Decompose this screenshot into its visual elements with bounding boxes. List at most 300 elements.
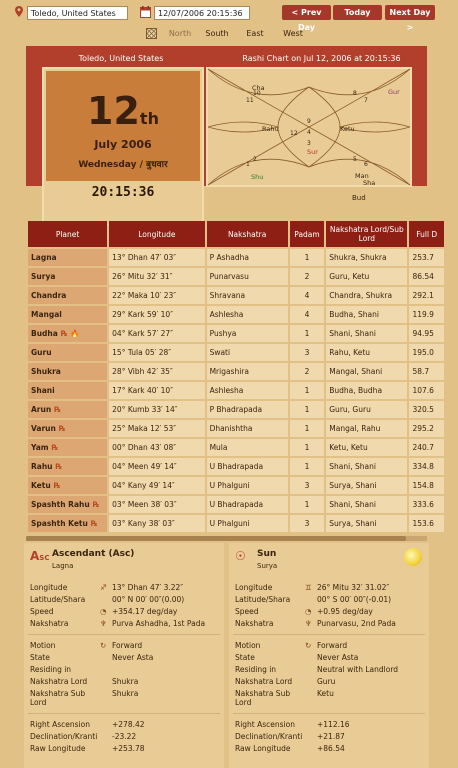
planet-cell <box>28 458 107 475</box>
planet-cell-text: Rahu <box>31 462 53 471</box>
padam-cell <box>290 268 325 285</box>
full-degree-cell <box>409 306 444 323</box>
full-degree-cell <box>409 287 444 304</box>
house-number: 2 <box>253 156 257 163</box>
value: Never Asta <box>317 653 359 662</box>
nakshatra-cell <box>207 363 288 380</box>
lord-cell <box>326 325 407 342</box>
nakshatra-cell-text: U Phalguni <box>209 481 250 490</box>
planet-cell <box>28 477 107 494</box>
padam-cell-text: 2 <box>304 367 310 376</box>
longitude-cell <box>109 344 204 361</box>
full-degree-cell <box>409 325 444 342</box>
nakshatra-cell <box>207 249 288 266</box>
planet-cell-text: Surya <box>31 272 56 281</box>
padam-cell <box>290 344 325 361</box>
full-degree-cell-text: 240.7 <box>412 443 434 452</box>
label: State <box>235 653 255 662</box>
table-row[interactable] <box>28 439 444 456</box>
lord-cell-text: Guru, Ketu <box>329 272 370 281</box>
divider <box>233 713 425 714</box>
label: Longitude <box>235 583 273 592</box>
col-header[interactable]: Longitude <box>109 221 204 247</box>
detail-row <box>235 677 425 688</box>
lord-cell-text: Mangal, Rahu <box>329 424 381 433</box>
detail-row <box>30 653 220 664</box>
card-subtitle: Lagna <box>52 562 74 570</box>
lord-cell <box>326 515 407 532</box>
lord-cell <box>326 249 407 266</box>
value: +253.78 <box>112 744 145 753</box>
nakshatra-cell <box>207 401 288 418</box>
ascendant-card <box>24 543 224 768</box>
prev-day-button[interactable]: < Prev Day <box>282 5 331 20</box>
col-header[interactable]: Nakshatra Lord/Sub Lord <box>326 221 407 247</box>
sun-image-icon <box>404 548 422 566</box>
padam-cell-text: 1 <box>304 462 310 471</box>
nakshatra-cell <box>207 439 288 456</box>
nakshatra-cell <box>207 344 288 361</box>
table-row[interactable] <box>28 420 444 437</box>
full-degree-cell-text: 58.7 <box>412 367 430 376</box>
planet-gur: Gur <box>388 88 400 96</box>
retrograde-icon: ℞ <box>58 424 66 433</box>
value: +354.17 deg/day <box>112 607 178 616</box>
longitude-cell-text: 03° Meen 38′ 03″ <box>112 500 177 509</box>
planet-cell-text: Spashth Ketu <box>31 519 88 528</box>
value: Forward <box>112 641 143 650</box>
longitude-cell-text: 00° Dhan 43′ 08″ <box>112 443 177 452</box>
motion-icon: ↻ <box>305 641 312 650</box>
label: Latitude/Shara <box>30 595 86 604</box>
card-title: Ascendant (Asc) <box>52 549 135 559</box>
planet-cell-text: Shukra <box>31 367 61 376</box>
longitude-cell <box>109 363 204 380</box>
padam-cell <box>290 477 325 494</box>
calendar-icon[interactable] <box>140 6 151 18</box>
detail-row <box>30 689 220 711</box>
detail-row <box>235 665 425 676</box>
sagittarius-icon: ♐ <box>100 583 107 592</box>
planet-cell <box>28 382 107 399</box>
label: Right Ascension <box>30 720 90 729</box>
detail-row <box>30 583 220 594</box>
motion-icon: ↻ <box>100 641 107 650</box>
value: +278.42 <box>112 720 145 729</box>
value: +21.87 <box>317 732 345 741</box>
nakshatra-cell <box>207 287 288 304</box>
lord-cell-text: Shani, Shani <box>329 329 376 338</box>
planet-bud: Bud <box>352 194 366 202</box>
nakshatra-cell-text: P Bhadrapada <box>209 405 263 414</box>
padam-cell-text: 2 <box>304 272 310 281</box>
weekday: Wednesday / बुधवार <box>78 160 168 170</box>
house-number: 5 <box>353 156 357 163</box>
lord-cell <box>326 401 407 418</box>
planet-cell <box>28 439 107 456</box>
divider <box>28 634 220 635</box>
divider <box>28 713 220 714</box>
nakshatra-cell-text: Mrigashira <box>209 367 249 376</box>
sun-symbol-icon: ☉ <box>235 549 246 563</box>
full-degree-cell <box>409 344 444 361</box>
col-header[interactable]: Nakshatra <box>207 221 288 247</box>
padam-cell <box>290 306 325 323</box>
full-degree-cell-text: 86.54 <box>412 272 434 281</box>
table-row[interactable] <box>28 325 444 342</box>
retrograde-icon: ℞ <box>53 481 61 490</box>
col-header[interactable]: Planet <box>28 221 107 247</box>
longitude-cell-text: 20° Kumb 33′ 14″ <box>112 405 178 414</box>
table-row[interactable] <box>28 477 444 494</box>
house-number: 1 <box>246 161 250 168</box>
longitude-cell-text: 25° Maka 12′ 53″ <box>112 424 177 433</box>
label: Nakshatra <box>30 619 69 628</box>
value: Neutral with Landlord <box>317 665 399 674</box>
rashi-chart-svg <box>208 69 410 185</box>
table-row[interactable] <box>28 496 444 513</box>
padam-cell <box>290 382 325 399</box>
longitude-cell-text: 15° Tula 05′ 28″ <box>112 348 172 357</box>
table-row[interactable] <box>28 249 444 266</box>
nakshatra-cell <box>207 382 288 399</box>
label: Raw Longitude <box>30 744 86 753</box>
full-degree-cell-text: 253.7 <box>412 253 434 262</box>
lord-cell-text: Chandra, Shukra <box>329 291 393 300</box>
nakshatra-cell <box>207 477 288 494</box>
padam-cell <box>290 439 325 456</box>
detail-row <box>235 641 425 652</box>
col-header[interactable]: Full D <box>409 221 444 247</box>
toolbar <box>0 0 458 32</box>
planet-cell-text: Lagna <box>31 253 57 262</box>
detail-row <box>235 744 425 755</box>
table-row[interactable] <box>28 344 444 361</box>
detail-row <box>30 595 220 606</box>
nakshatra-cell-text: P Ashadha <box>209 253 249 262</box>
padam-cell-text: 1 <box>304 329 310 338</box>
retrograde-icon: ℞ <box>55 462 63 471</box>
label: Nakshatra Sub Lord <box>235 689 291 707</box>
planet-cha: Cha <box>252 84 265 92</box>
detail-row <box>30 641 220 652</box>
detail-row <box>235 653 425 664</box>
longitude-cell-text: 29° Kark 59′ 10″ <box>112 310 174 319</box>
value: Ketu <box>317 689 334 698</box>
label: Residing in <box>30 665 72 674</box>
planet-cell <box>28 306 107 323</box>
date-card <box>42 67 204 226</box>
detail-row <box>235 583 425 594</box>
nakshatra-cell <box>207 458 288 475</box>
longitude-cell <box>109 496 204 513</box>
nakshatra-cell-text: Pushya <box>209 329 237 338</box>
label: Nakshatra Lord <box>235 677 293 686</box>
nakshatra-cell-text: Punarvasu <box>209 272 249 281</box>
table-horizontal-scrollbar[interactable] <box>26 536 427 541</box>
lord-cell <box>326 344 407 361</box>
full-degree-cell <box>409 363 444 380</box>
label: Speed <box>30 607 54 616</box>
planet-shu: Shu <box>251 173 264 181</box>
longitude-cell <box>109 515 204 532</box>
planet-cell-text: Budha <box>31 329 58 338</box>
detail-row <box>235 595 425 606</box>
value: +112.16 <box>317 720 350 729</box>
table-row[interactable] <box>28 306 444 323</box>
house-number: 9 <box>307 118 311 125</box>
planet-cell <box>28 496 107 513</box>
chart-title: Rashi Chart on Jul 12, 2006 at 20:15:36 <box>242 54 401 63</box>
lord-cell <box>326 496 407 513</box>
padam-cell-text: 3 <box>304 348 310 357</box>
label: Longitude <box>30 583 68 592</box>
lord-cell-text: Surya, Shani <box>329 519 377 528</box>
planet-cell <box>28 401 107 418</box>
padam-cell-text: 1 <box>304 443 310 452</box>
lord-cell <box>326 306 407 323</box>
full-degree-cell <box>409 401 444 418</box>
planet-cell-text: Chandra <box>31 291 67 300</box>
label: Nakshatra Lord <box>30 677 88 686</box>
full-degree-cell <box>409 496 444 513</box>
detail-row <box>235 732 425 743</box>
label: Nakshatra Sub Lord <box>30 689 86 707</box>
value: Guru <box>317 677 336 686</box>
table-row[interactable] <box>28 363 444 380</box>
planet-cell-text: Shani <box>31 386 55 395</box>
planet-cell-text: Spashth Rahu <box>31 500 90 509</box>
tab-east[interactable]: East <box>246 29 264 38</box>
label: State <box>30 653 50 662</box>
longitude-cell <box>109 287 204 304</box>
full-degree-cell <box>409 458 444 475</box>
tab-south[interactable]: South <box>205 29 229 38</box>
value: 00° N 00′ 00″(0.00) <box>112 595 185 604</box>
lord-cell <box>326 287 407 304</box>
planet-cell <box>28 420 107 437</box>
lord-cell <box>326 363 407 380</box>
lord-cell <box>326 382 407 399</box>
house-number: 4 <box>307 129 311 136</box>
full-degree-cell <box>409 420 444 437</box>
tab-north[interactable]: North <box>168 29 192 38</box>
label: Declination/Kranti <box>30 732 98 741</box>
table-row[interactable] <box>28 401 444 418</box>
full-degree-cell <box>409 439 444 456</box>
padam-cell-text: 3 <box>304 519 310 528</box>
padam-cell <box>290 287 325 304</box>
lord-cell <box>326 477 407 494</box>
longitude-cell <box>109 420 204 437</box>
location-pin-icon <box>15 6 23 17</box>
table-row[interactable] <box>28 515 444 532</box>
col-header[interactable]: Padam <box>290 221 325 247</box>
label: Latitude/Shara <box>235 595 291 604</box>
planet-cell <box>28 325 107 342</box>
longitude-cell <box>109 268 204 285</box>
nakshatra-cell <box>207 268 288 285</box>
lord-cell-text: Ketu, Ketu <box>329 443 368 452</box>
value: Never Asta <box>112 653 154 662</box>
table-row[interactable] <box>28 268 444 285</box>
planet-cell-text: Mangal <box>31 310 62 319</box>
full-degree-cell <box>409 515 444 532</box>
today-button[interactable]: Today <box>333 5 382 20</box>
padam-cell-text: 1 <box>304 424 310 433</box>
lord-cell-text: Shukra, Shukra <box>329 253 387 262</box>
location-input[interactable]: Toledo, United States <box>27 6 128 20</box>
table-row[interactable] <box>28 287 444 304</box>
longitude-cell-text: 03° Kany 38′ 03″ <box>112 519 175 528</box>
divider <box>233 634 425 635</box>
longitude-cell-text: 04° Kany 49′ 14″ <box>112 481 175 490</box>
padam-cell <box>290 420 325 437</box>
full-degree-cell-text: 333.6 <box>412 500 434 509</box>
full-degree-cell <box>409 249 444 266</box>
nakshatra-cell-text: U Bhadrapada <box>209 500 264 509</box>
sun-card <box>229 543 429 768</box>
full-degree-cell <box>409 268 444 285</box>
gemini-icon: ♊ <box>305 583 312 592</box>
full-degree-cell-text: 119.9 <box>412 310 434 319</box>
full-degree-cell-text: 334.8 <box>412 462 434 471</box>
house-number: 10 <box>253 90 261 97</box>
full-degree-cell <box>409 477 444 494</box>
lord-cell-text: Surya, Shani <box>329 481 377 490</box>
planet-table <box>26 219 446 534</box>
padam-cell-text: 3 <box>304 481 310 490</box>
retrograde-icon: ℞ <box>51 443 59 452</box>
lord-cell-text: Shani, Shani <box>329 500 376 509</box>
longitude-cell-text: 28° Vibh 42′ 35″ <box>112 367 173 376</box>
detail-row <box>30 619 220 630</box>
longitude-cell <box>109 477 204 494</box>
nakshatra-cell <box>207 325 288 342</box>
padam-cell-text: 4 <box>304 291 310 300</box>
value: -23.22 <box>112 732 137 741</box>
label: Right Ascension <box>235 720 295 729</box>
longitude-cell-text: 26° Mitu 32′ 31″ <box>112 272 173 281</box>
lord-cell-text: Mangal, Shani <box>329 367 383 376</box>
longitude-cell-text: 17° Kark 40′ 10″ <box>112 386 174 395</box>
padam-cell <box>290 496 325 513</box>
nakshatra-cell <box>207 515 288 532</box>
padam-cell <box>290 458 325 475</box>
detail-row <box>30 744 220 755</box>
detail-row <box>30 720 220 731</box>
month-year: July 2006 <box>94 138 152 151</box>
tab-west[interactable]: West <box>283 29 303 38</box>
speed-icon: ◔ <box>100 607 107 616</box>
table-row[interactable] <box>28 458 444 475</box>
header-location: Toledo, United States <box>78 54 164 63</box>
rashi-chart <box>206 67 412 187</box>
nakshatra-cell-text: Shravana <box>209 291 246 300</box>
full-degree-cell-text: 295.2 <box>412 424 434 433</box>
value: Shukra <box>112 689 139 698</box>
full-degree-cell <box>409 382 444 399</box>
planet-cell <box>28 515 107 532</box>
nakshatra-cell-text: Dhanishtha <box>209 424 253 433</box>
lord-cell-text: Rahu, Ketu <box>329 348 371 357</box>
scrollbar-thumb[interactable] <box>26 536 406 541</box>
house-number: 11 <box>246 97 254 104</box>
planet-cell-text: Varun <box>31 424 56 433</box>
lord-cell-text: Guru, Guru <box>329 405 371 414</box>
detail-row <box>30 665 220 676</box>
longitude-cell <box>109 401 204 418</box>
detail-row <box>235 619 425 630</box>
planet-ketu: Ketu <box>340 125 355 133</box>
retrograde-icon: ℞ 🔥 <box>60 329 80 338</box>
datetime-input[interactable]: 12/07/2006 20:15:36 <box>154 6 250 20</box>
planet-man: Man <box>355 172 369 180</box>
label: Residing in <box>235 665 277 674</box>
card-title: Sun <box>257 549 277 559</box>
full-degree-cell-text: 292.1 <box>412 291 434 300</box>
planet-sur: Sur <box>307 148 318 156</box>
full-degree-cell-text: 195.0 <box>412 348 434 357</box>
nakshatra-cell-text: Ashlesha <box>209 386 244 395</box>
value: Shukra <box>112 677 139 686</box>
nakshatra-icon: ♆ <box>305 619 312 628</box>
planet-table-container[interactable] <box>26 219 438 536</box>
label: Declination/Kranti <box>235 732 303 741</box>
day-digits: 12 <box>87 89 140 133</box>
card-subtitle: Surya <box>257 562 278 570</box>
padam-cell <box>290 249 325 266</box>
chart-style-icon[interactable] <box>146 28 157 39</box>
full-degree-cell-text: 154.8 <box>412 481 434 490</box>
planet-sha: Sha <box>363 179 376 187</box>
next-day-button[interactable]: Next Day > <box>385 5 435 20</box>
house-number: 6 <box>364 161 368 168</box>
lord-cell <box>326 420 407 437</box>
detail-row <box>235 607 425 618</box>
full-degree-cell-text: 320.5 <box>412 405 434 414</box>
value: 26° Mitu 32′ 31.02″ <box>317 583 390 592</box>
full-degree-cell-text: 153.6 <box>412 519 434 528</box>
planet-cell <box>28 363 107 380</box>
padam-cell <box>290 401 325 418</box>
padam-cell-text: 1 <box>304 253 310 262</box>
padam-cell-text: 1 <box>304 386 310 395</box>
nakshatra-cell-text: Swati <box>209 348 231 357</box>
table-header-row <box>28 221 444 247</box>
planet-cell-text: Guru <box>31 348 52 357</box>
chart-style-tabs <box>0 26 458 40</box>
house-number: 12 <box>290 130 298 137</box>
longitude-cell <box>109 382 204 399</box>
padam-cell-text: 1 <box>304 500 310 509</box>
speed-icon: ◔ <box>305 607 312 616</box>
detail-row <box>30 677 220 688</box>
nakshatra-cell-text: Ashlesha <box>209 310 244 319</box>
nakshatra-cell-text: U Phalguni <box>209 519 250 528</box>
value: Forward <box>317 641 348 650</box>
planet-cell-text: Ketu <box>31 481 51 490</box>
longitude-cell-text: 04° Kark 57′ 27″ <box>112 329 174 338</box>
padam-cell <box>290 325 325 342</box>
padam-cell-text: 4 <box>304 310 310 319</box>
label: Nakshatra <box>235 619 274 628</box>
value: Purva Ashadha, 1st Pada <box>112 619 206 628</box>
table-row[interactable] <box>28 382 444 399</box>
retrograde-icon: ℞ <box>92 500 100 509</box>
retrograde-icon: ℞ <box>54 405 61 414</box>
value: 00° S 00′ 00″(-0.01) <box>317 595 392 604</box>
